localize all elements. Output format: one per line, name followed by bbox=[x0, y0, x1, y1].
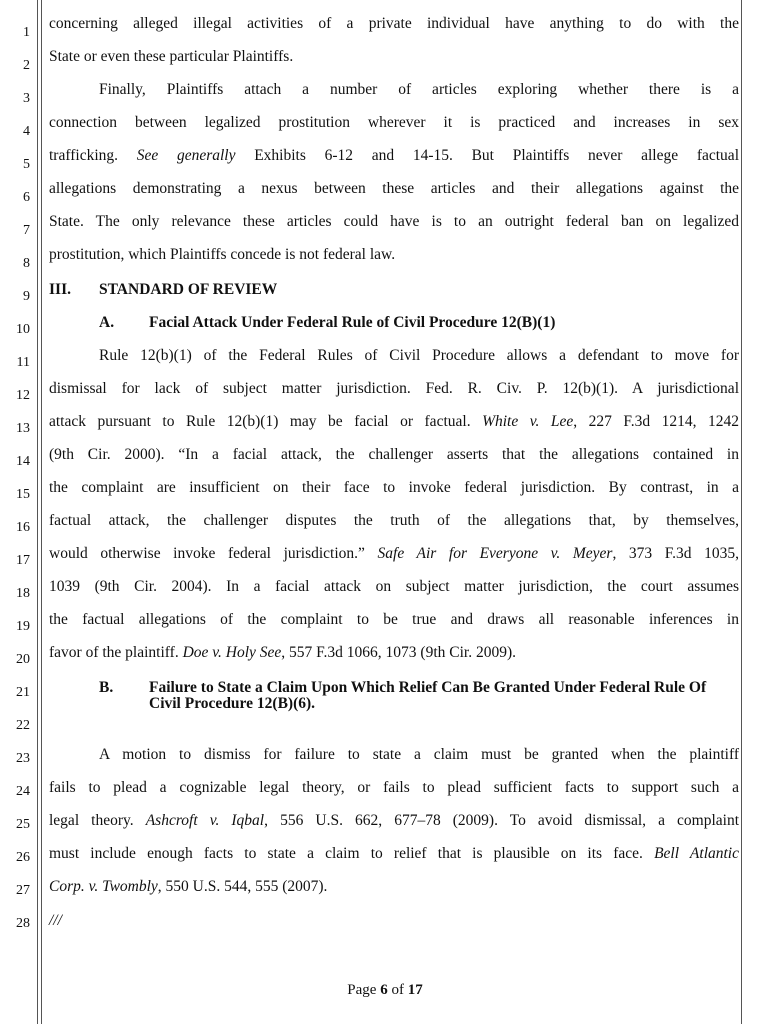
line-number: 15 bbox=[16, 487, 30, 502]
line-number: 5 bbox=[23, 157, 30, 172]
line-number: 12 bbox=[16, 388, 30, 403]
page-number: 6 bbox=[380, 982, 388, 998]
text-line bbox=[49, 845, 739, 863]
text-line: State. The only relevance these articles could have is to an outright federal ban on legalized bbox=[49, 213, 739, 230]
case-citation: Safe Air for Everyone v. Meyer bbox=[377, 545, 613, 562]
text-run: attack pursuant to Rule 12(b)(1) may be facial or factual. bbox=[49, 413, 483, 430]
line-number: 21 bbox=[16, 685, 30, 700]
line-number: 13 bbox=[16, 421, 30, 436]
margin-rule-right bbox=[741, 0, 742, 1024]
text-line: prostitution, which Plaintiffs concede is not federal law. bbox=[49, 246, 396, 263]
line-number: 10 bbox=[16, 322, 30, 337]
text-line bbox=[49, 812, 739, 830]
text-line: Rule 12(b)(1) of the Federal Rules of Civil Procedure allows a defendant to move for bbox=[99, 347, 739, 364]
section-number: III. bbox=[49, 281, 71, 298]
line-number: 14 bbox=[16, 454, 30, 469]
line-number: 16 bbox=[16, 520, 30, 535]
text-line: connection between legalized prostitution wherever it is practiced and increases in sex bbox=[49, 114, 739, 131]
line-number: 4 bbox=[23, 124, 30, 139]
line-number: 26 bbox=[16, 850, 30, 865]
text-line: A motion to dismiss for failure to state a claim must be granted when the plaintiff bbox=[99, 746, 739, 763]
case-citation: White v. Lee bbox=[482, 413, 574, 430]
section-title: STANDARD OF REVIEW bbox=[99, 281, 278, 298]
text-line: 1039 (9th Cir. 2004). In a facial attack on subject matter jurisdiction, the court assumes bbox=[49, 578, 739, 595]
line-number: 25 bbox=[16, 817, 30, 832]
line-number: 24 bbox=[16, 784, 30, 799]
case-citation: Corp. v. Twombly bbox=[49, 878, 158, 895]
text-line: allegations demonstrating a nexus between these articles and their allegations against the bbox=[49, 180, 739, 197]
text-run: must include enough facts to state a claim to relief that is plausible on its face. bbox=[49, 845, 655, 862]
text-line bbox=[49, 878, 739, 896]
text-line: factual attack, the challenger disputes the truth of the allegations that, by themselves, bbox=[49, 512, 739, 529]
text-run: , 556 U.S. 662, 677–78 (2009). To avoid dismissal, a complaint bbox=[264, 812, 739, 829]
text-run: trafficking. bbox=[49, 147, 137, 164]
line-number: 22 bbox=[16, 718, 30, 733]
section-heading bbox=[49, 281, 739, 299]
margin-rule-left-inner bbox=[41, 0, 42, 1024]
text-line: dismissal for lack of subject matter jurisdiction. Fed. R. Civ. P. 12(b)(1). A jurisdictional bbox=[49, 380, 739, 397]
text-run: , 557 F.3d 1066, 1073 (9th Cir. 2009). bbox=[281, 644, 516, 661]
line-number: 2 bbox=[23, 58, 30, 73]
signal-italic: See generally bbox=[136, 147, 236, 164]
line-number: 17 bbox=[16, 553, 30, 568]
margin-rule-left-outer bbox=[37, 0, 38, 1024]
text-run: would otherwise invoke federal jurisdiction.” bbox=[49, 545, 378, 562]
line-number: 20 bbox=[16, 652, 30, 667]
text-line bbox=[49, 147, 739, 165]
text-line: Finally, Plaintiffs attach a number of articles exploring whether there is a bbox=[99, 81, 739, 98]
text-line: the complaint are insufficient on their face to invoke federal jurisdiction. By contrast, in a bbox=[49, 479, 739, 496]
text-line: State or even these particular Plaintiffs. bbox=[49, 48, 294, 65]
case-citation: Ashcroft v. Iqbal bbox=[145, 812, 265, 829]
line-number: 3 bbox=[23, 91, 30, 106]
subheading-label: B. bbox=[99, 679, 114, 696]
page-total: 17 bbox=[407, 982, 423, 998]
line-number: 11 bbox=[16, 355, 30, 370]
line-number: 28 bbox=[16, 916, 30, 931]
text-line bbox=[49, 545, 739, 563]
subheading-label: A. bbox=[99, 314, 115, 331]
text-line bbox=[49, 644, 739, 662]
line-number: 6 bbox=[23, 190, 30, 205]
line-number: 18 bbox=[16, 586, 30, 601]
text-line: the factual allegations of the complaint to be true and draws all reasonable inferences in bbox=[49, 611, 739, 628]
text-run: , 227 F.3d 1214, 1242 bbox=[573, 413, 740, 430]
line-number: 9 bbox=[23, 289, 30, 304]
line-number: 27 bbox=[16, 883, 30, 898]
text-run: favor of the plaintiff. bbox=[49, 644, 183, 661]
text-line: concerning alleged illegal activities of a private individual have anything to do with the bbox=[49, 15, 739, 32]
page-footer bbox=[0, 982, 770, 999]
subheading-title: Failure to State a Claim Upon Which Relief Can Be Granted Under Federal Rule Of Civil Procedure 12(B)(6). bbox=[149, 679, 707, 712]
line-number: 1 bbox=[23, 25, 30, 40]
page-of-label: of bbox=[387, 982, 408, 998]
text-line bbox=[49, 413, 739, 431]
line-number: 7 bbox=[23, 223, 30, 238]
page-label: Page bbox=[347, 982, 381, 998]
continuation-marker: /// bbox=[49, 912, 62, 929]
text-run: Exhibits 6-12 and 14-15. But Plaintiffs never allege factual bbox=[235, 147, 739, 164]
text-run: , 373 F.3d 1035, bbox=[612, 545, 739, 562]
case-citation: Bell Atlantic bbox=[654, 845, 739, 862]
text-line: (9th Cir. 2000). “In a facial attack, the challenger asserts that the allegations contained in bbox=[49, 446, 739, 463]
subheading-title: Facial Attack Under Federal Rule of Civil Procedure 12(B)(1) bbox=[149, 314, 556, 331]
text-line: fails to plead a cognizable legal theory, or fails to plead sufficient facts to support such a bbox=[49, 779, 739, 796]
line-number: 8 bbox=[23, 256, 30, 271]
line-number: 19 bbox=[16, 619, 30, 634]
text-run: legal theory. bbox=[49, 812, 146, 829]
text-run: , 550 U.S. 544, 555 (2007). bbox=[157, 878, 328, 895]
line-number: 23 bbox=[16, 751, 30, 766]
case-citation: Doe v. Holy See bbox=[182, 644, 282, 661]
subheading-b bbox=[49, 680, 739, 716]
